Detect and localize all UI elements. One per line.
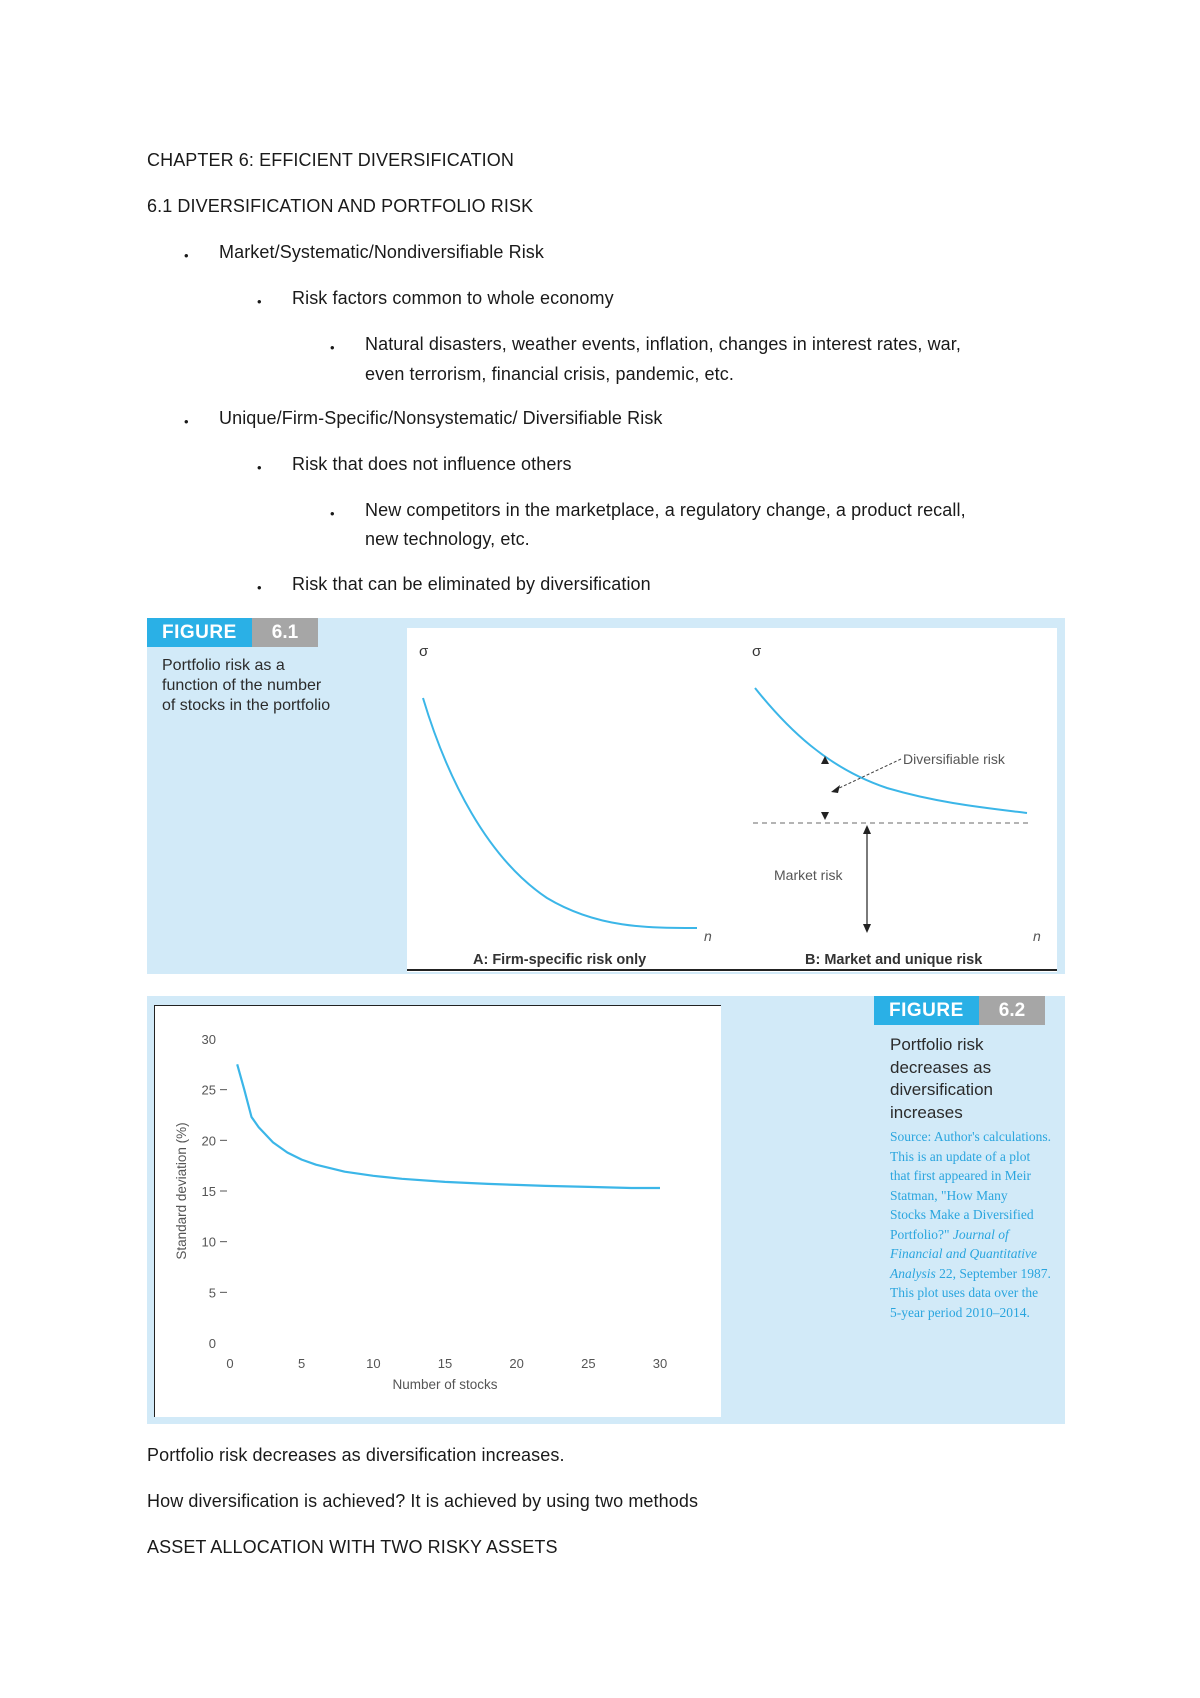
bullet-dot: • [330, 340, 335, 355]
figure-source [890, 1127, 1065, 1322]
bullet-unique-sub: Risk that does not influence others [292, 454, 572, 474]
figure-tag-word: FIGURE [147, 618, 252, 647]
diversifiable-risk-label: Diversifiable risk [903, 751, 1005, 767]
figure-caption: Portfolio risk decreases as diversification increases [890, 1035, 993, 1122]
market-risk-arrow-top [863, 825, 871, 834]
closing-p1: Portfolio risk decreases as diversification increases. [147, 1445, 565, 1465]
diversifiable-arrow-down [821, 812, 829, 820]
figure-tag-word: FIGURE [874, 996, 979, 1025]
x-tick-label: 20 [509, 1356, 524, 1371]
panel-a-label: A: Firm-specific risk only [473, 952, 647, 968]
x-axis-label: Number of stocks [392, 1377, 498, 1392]
bullet-unique-risk: Unique/Firm-Specific/Nonsystematic/ Diversifiable Risk [219, 408, 663, 428]
figure-tag-number: 6.1 [252, 618, 318, 647]
y-tick-label: 30 [201, 1032, 216, 1047]
bullet-market-examples-1: Natural disasters, weather events, inflation, changes in interest rates, war, [365, 334, 961, 354]
bullet-dot: • [184, 248, 189, 263]
panel-a-sigma: σ [419, 643, 429, 660]
y-tick-label: 5 [208, 1285, 216, 1301]
chart-panel [154, 1005, 721, 1417]
series-line [237, 1064, 660, 1188]
figure-tag [874, 996, 1045, 1025]
closing-p2: How diversification is achieved? It is achieved by using two methods [147, 1491, 699, 1511]
figure-tag [147, 618, 318, 647]
bullet-dot: • [257, 460, 262, 475]
bullet-market-examples-2: even terrorism, financial crisis, pandemic, etc. [365, 364, 734, 384]
panel-b-sigma: σ [752, 643, 762, 660]
diversifiable-arrow-up [821, 756, 829, 764]
figure-6-2 [147, 996, 1065, 1424]
section-heading: 6.1 DIVERSIFICATION AND PORTFOLIO RISK [147, 196, 534, 216]
bullet-dot: • [184, 414, 189, 429]
bullet-unique-sub2: Risk that can be eliminated by diversification [292, 574, 651, 594]
figure-6-1 [147, 618, 1065, 974]
bullet-dot: • [257, 580, 262, 595]
market-risk-label: Market risk [774, 867, 843, 883]
panel-a-n: n [704, 928, 712, 944]
y-tick-label: 25 [201, 1082, 216, 1098]
y-axis-label: Standard deviation (%) [174, 1122, 189, 1260]
bullet-market-sub: Risk factors common to whole economy [292, 288, 614, 308]
figure-6-1-svg [407, 628, 1057, 972]
panel-b-n: n [1033, 928, 1041, 944]
panel-b-label: B: Market and unique risk [805, 952, 983, 968]
figure-6-2-chart [155, 1006, 721, 1417]
bullet-dot: • [257, 294, 262, 309]
x-tick-label: 15 [437, 1356, 453, 1371]
figure-caption: Portfolio risk as a function of the number of stocks in the portfolio [162, 657, 331, 714]
x-tick-label: 10 [366, 1356, 381, 1371]
y-tick-label: 0 [208, 1336, 216, 1351]
market-risk-arrow-bottom [863, 924, 871, 933]
x-tick-label: 30 [652, 1356, 668, 1371]
bullet-market-risk: Market/Systematic/Nondiversifiable Risk [219, 242, 544, 262]
x-tick-label: 5 [298, 1356, 306, 1371]
figure-tag-number: 6.2 [979, 996, 1045, 1025]
x-tick-label: 0 [226, 1356, 234, 1371]
chapter-heading: CHAPTER 6: EFFICIENT DIVERSIFICATION [147, 150, 514, 170]
y-tick-label: 20 [201, 1133, 216, 1149]
y-tick-label: 10 [201, 1234, 216, 1250]
diversifiable-leader-head [831, 785, 840, 793]
figure-panels [407, 628, 1057, 972]
closing-p3: ASSET ALLOCATION WITH TWO RISKY ASSETS [147, 1537, 558, 1557]
panel-a-curve [423, 698, 697, 928]
bullet-unique-examples-2: new technology, etc. [365, 529, 530, 549]
diversifiable-leader [835, 759, 901, 790]
x-tick-label: 25 [581, 1356, 596, 1371]
y-tick-label: 15 [201, 1184, 216, 1199]
source-text-2: 22, September 1987. This plot uses data over the 5-year period 2010–2014. [890, 1265, 1051, 1320]
bullet-dot: • [330, 506, 335, 521]
bullet-unique-examples-1: New competitors in the marketplace, a regulatory change, a product recall, [365, 500, 966, 520]
source-journal: Journal of Financial and Quantitative Analysis [890, 1226, 1037, 1281]
source-text-1: Source: Author's calculations. This is an update of a plot that first appeared in Meir Statman, "How Many Stocks Make a Diversified Portfolio?" [890, 1129, 1052, 1242]
